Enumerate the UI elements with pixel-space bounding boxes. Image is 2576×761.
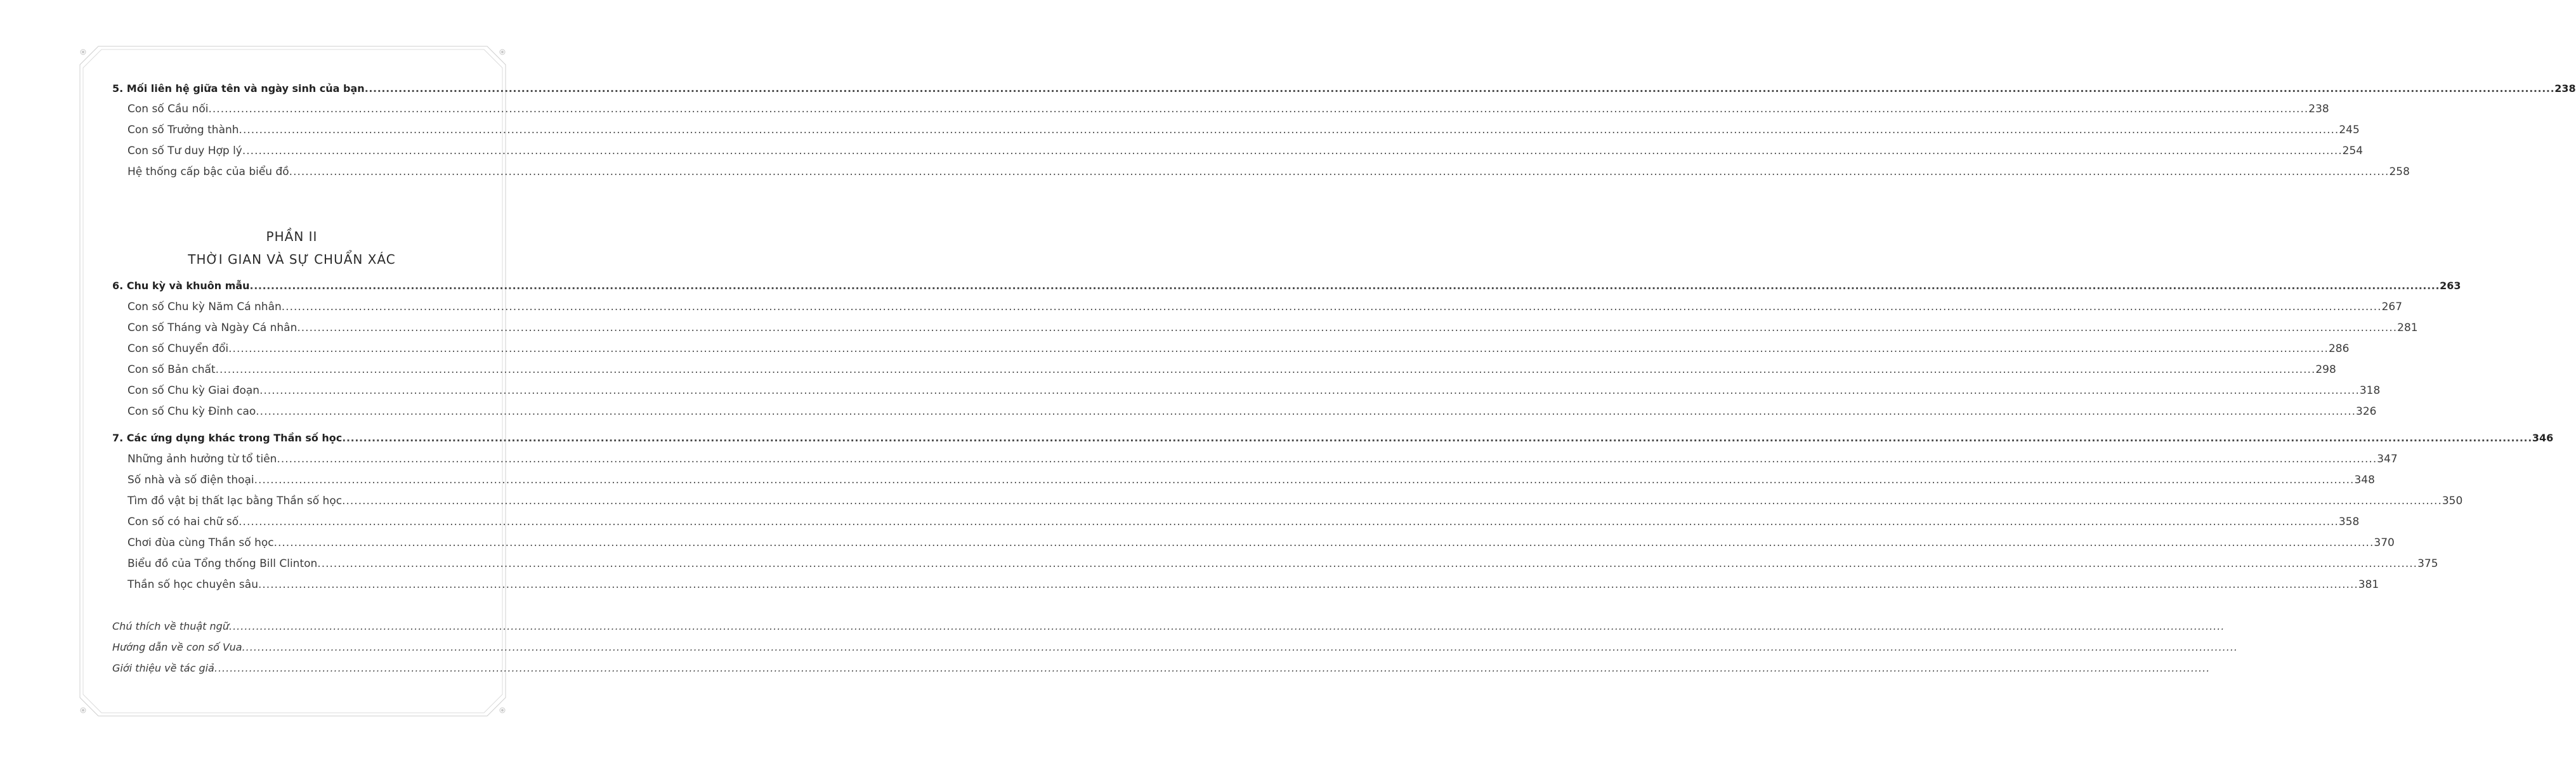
toc-section[interactable]: [127, 453, 2398, 465]
toc-chapter[interactable]: [112, 82, 2576, 94]
appendix-title: Hướng dẫn về con số Vua: [112, 641, 242, 653]
page-number: 238: [2554, 82, 2576, 94]
toc-appendix-item[interactable]: [112, 620, 2225, 632]
section-title: Thần số học chuyên sâu: [127, 578, 258, 591]
toc-section[interactable]: [127, 495, 2463, 507]
chapter-title: 6. Chu kỳ và khuôn mẫu: [112, 280, 250, 292]
section-title: Hệ thống cấp bậc của biểu đồ: [127, 166, 289, 178]
page-number: 347: [2377, 453, 2398, 465]
section-title: Tìm đồ vật bị thất lạc bằng Thần số học: [127, 495, 343, 507]
page-number: 281: [2397, 322, 2418, 334]
dot-leader: .....................................................................................................................................................................................................................................................................................................................................................................................................................................................................................................................................: [256, 405, 2357, 418]
section-title: Số nhà và số điện thoại: [127, 474, 254, 486]
dot-leader: .....................................................................................................................................................................................................................................................................................................................................................................................................................................................................................................................................: [259, 384, 2360, 397]
dot-leader: .....................................................................................................................................................................................................................................................................................................................................................................................................................................................................................................................................: [215, 363, 2316, 376]
section-title: Con số Chu kỳ Đỉnh cao: [127, 405, 256, 418]
section-title: Con số Trưởng thành: [127, 124, 239, 136]
chapter-title: 5. Mối liên hệ giữa tên và ngày sinh của bạn: [112, 82, 365, 94]
section-title: Những ảnh hưởng từ tổ tiên: [127, 453, 277, 465]
dot-leader: .....................................................................................................................................................................................................................................................................................................................................................................................................................................................................................................................................: [277, 453, 2377, 465]
section-title: Con số Cầu nối: [127, 103, 209, 115]
dot-leader: .....................................................................................................................................................................................................................................................................................................................................................................................................................................................................................................................................: [273, 537, 2374, 549]
toc-chapter[interactable]: [112, 280, 2461, 292]
dot-leader: .....................................................................................................................................................................................................................................................................................................................................................................................................................................................................................................................................: [317, 557, 2418, 570]
toc-appendix-item[interactable]: [112, 662, 2211, 674]
page-number: 375: [2417, 557, 2438, 570]
page-number: 254: [2342, 145, 2364, 157]
dot-leader: .....................................................................................................................................................................................................................................................................................................................................................................................................................................................................................................................................: [364, 82, 2555, 94]
page-number: 348: [2354, 474, 2375, 486]
dot-leader: .....................................................................................................................................................................................................................................................................................................................................................................................................................................................................................................................................: [281, 301, 2382, 313]
dot-leader: .....................................................................................................................................................................................................................................................................................................................................................................................................................................................................................................................................: [208, 103, 2309, 115]
dot-leader: .....................................................................................................................................................................................................................................................................................................................................................................................................................................................................................................................................: [239, 516, 2339, 528]
page-number: 238: [2308, 103, 2329, 115]
page-number: 267: [2381, 301, 2403, 313]
page-number: 381: [2358, 578, 2379, 591]
section-title: Con số Chu kỳ Giai đoạn: [127, 384, 260, 397]
page-number: 370: [2374, 537, 2395, 549]
page-number: 358: [2338, 516, 2360, 528]
dot-leader: .....................................................................................................................................................................................................................................................................................................................................................................................................................................................................................................................................: [242, 145, 2343, 157]
dot-leader: .....................................................................................................................................................................................................................................................................................................................................................................................................................................................................................................................................: [249, 280, 2440, 292]
dot-leader: .....................................................................................................................................................................................................................................................................................................................................................................................................................................................................................................................................: [342, 432, 2532, 444]
toc-section[interactable]: [127, 166, 2410, 178]
toc-section[interactable]: [127, 537, 2395, 549]
page-number: 350: [2442, 495, 2463, 507]
page-number: 298: [2315, 363, 2336, 376]
toc-appendix-item[interactable]: [112, 641, 2238, 653]
section-title: Con số Tư duy Hợp lý: [127, 145, 242, 157]
section-title: Con số Chuyển đổi: [127, 342, 229, 355]
appendix-title: Giới thiệu về tác giả: [112, 662, 214, 674]
page-number: 286: [2328, 342, 2350, 355]
dot-leader: .....................................................................................................................................................................................................................................................................................................................................................................................................................................................................................................................................: [239, 124, 2339, 136]
toc-section[interactable]: [127, 578, 2379, 591]
toc-section[interactable]: [127, 124, 2360, 136]
page-number: 258: [2389, 166, 2410, 178]
page-number: 326: [2356, 405, 2377, 418]
section-title: Biểu đồ của Tổng thống Bill Clinton: [127, 557, 318, 570]
toc-section[interactable]: [127, 384, 2381, 397]
page-number: 263: [2440, 280, 2461, 292]
toc-section[interactable]: [127, 516, 2360, 528]
toc-section[interactable]: [127, 301, 2403, 313]
dot-leader: .....................................................................................................................................................................................................................................................................................................................................................................................................................................................................................................................................: [254, 474, 2355, 486]
page-number: 318: [2359, 384, 2381, 397]
chapter-title: 7. Các ứng dụng khác trong Thần số học: [112, 432, 343, 444]
toc-section[interactable]: [127, 322, 2418, 334]
part-number: PHẦN II: [266, 229, 318, 244]
toc-section[interactable]: [127, 103, 2329, 115]
toc-section[interactable]: [127, 405, 2377, 418]
toc-section[interactable]: [127, 342, 2350, 355]
dot-leader: .....................................................................................................................................................................................................................................................................................................................................................................................................................................................................................................................................: [297, 322, 2398, 334]
section-title: Con số Bản chất: [127, 363, 216, 376]
dot-leader: .....................................................................................................................................................................................................................................................................................................................................................................................................................................................................................................................................: [214, 662, 2211, 674]
dot-leader: .....................................................................................................................................................................................................................................................................................................................................................................................................................................................................................................................................: [228, 342, 2329, 355]
dot-leader: .....................................................................................................................................................................................................................................................................................................................................................................................................................................................................................................................................: [342, 495, 2442, 507]
dot-leader: .....................................................................................................................................................................................................................................................................................................................................................................................................................................................................................................................................: [289, 166, 2390, 178]
dot-leader: .....................................................................................................................................................................................................................................................................................................................................................................................................................................................................................................................................: [228, 620, 2225, 632]
page-number: 346: [2532, 432, 2554, 444]
dot-leader: .....................................................................................................................................................................................................................................................................................................................................................................................................................................................................................................................................: [258, 578, 2358, 591]
dot-leader: .....................................................................................................................................................................................................................................................................................................................................................................................................................................................................................................................................: [242, 641, 2238, 653]
toc-section[interactable]: [127, 145, 2364, 157]
page-number: 245: [2339, 124, 2360, 136]
section-title: Con số có hai chữ số: [127, 516, 239, 528]
section-title: Con số Tháng và Ngày Cá nhân: [127, 322, 297, 334]
part-title: THỜI GIAN VÀ SỰ CHUẨN XÁC: [188, 252, 396, 267]
toc-chapter[interactable]: [112, 432, 2554, 444]
toc-section[interactable]: [127, 557, 2438, 570]
toc-section[interactable]: [127, 474, 2375, 486]
toc-section[interactable]: [127, 363, 2336, 376]
section-title: Con số Chu kỳ Năm Cá nhân: [127, 301, 282, 313]
section-title: Chơi đùa cùng Thần số học: [127, 537, 274, 549]
appendix-title: Chú thích về thuật ngữ: [112, 620, 229, 632]
